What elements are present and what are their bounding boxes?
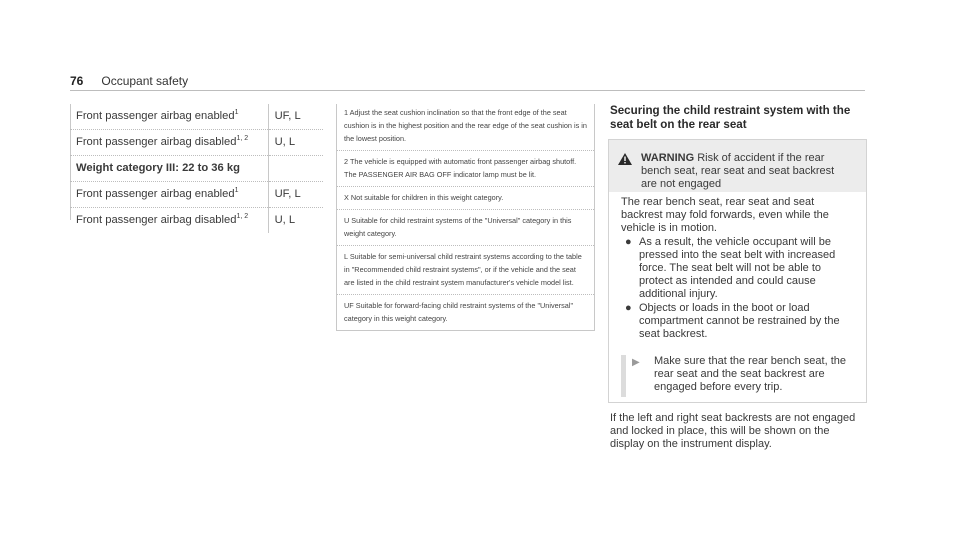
footnotes-box — [336, 104, 595, 331]
table-row — [70, 182, 323, 208]
footnote-item: UF Suitable for forward-facing child restraint systems of the "Universal" category in this weight category. — [337, 294, 594, 330]
footnote-ref: 1 — [234, 109, 239, 116]
footnote-item: 1 Adjust the seat cushion inclination so that the front edge of the seat cushion is in the highest position and the rear edge of the seat cushion is in the lowest position. — [344, 108, 587, 143]
action-step — [621, 355, 856, 397]
table-cell-label: Front passenger airbag disabled$^{1, 2}$ — [70, 130, 268, 156]
warning-triangle-icon — [618, 153, 632, 165]
list-item: ● Objects or loads in the boot or load compartment cannot be restrained by the seat backrest. — [625, 302, 840, 340]
table-row — [70, 208, 323, 234]
info-paragraph: If the left and right seat backrests are not engaged and locked in place, this will be shown on the display on the instrument display. — [610, 412, 856, 450]
table-cell-value: UF, L — [268, 104, 323, 130]
footnote-item: L Suitable for semi-universal child restraint systems according to the table in "Recommended child restraint systems", or if the vehicle and the seat are listed in the child restraint system manufacturer's vehicle model list. — [337, 245, 594, 294]
action-arrow-icon: ▶ — [632, 357, 640, 368]
list-item: ● As a result, the vehicle occupant will be pressed into the seat belt with increased force. The seat belt will not be able to protect as intended and could cause additional injury. — [625, 236, 836, 300]
warning-label: WARNING — [641, 152, 695, 164]
table-row — [70, 130, 323, 156]
footnote-ref: 1, 2 — [236, 213, 249, 220]
warning-text: Risk of accident if the rear bench seat, rear seat and seat backrest are not engaged — [641, 152, 835, 190]
page-number: 76 — [70, 74, 84, 88]
table-cell-label: Front passenger airbag enabled$^1$ — [76, 109, 239, 122]
bullet-icon: ● — [625, 236, 632, 248]
table-row — [70, 104, 323, 130]
table-cell-label: Front passenger airbag disabled$^{1, 2}$ — [70, 208, 268, 234]
table-cell-value — [268, 156, 323, 182]
bullet-icon: ● — [625, 302, 632, 314]
warning-body-text: The rear bench seat, rear seat and seat backrest may fold forwards, even while the vehicle is in motion. — [621, 196, 829, 234]
page-header — [70, 74, 188, 88]
footnote-item: U Suitable for child restraint systems of the "Universal" category in this weight category. — [337, 209, 594, 245]
page-section-title: Occupant safety — [101, 74, 189, 88]
table-cell-value: U, L — [268, 130, 323, 156]
warning-heading — [641, 152, 851, 191]
warning-bullets — [621, 236, 856, 341]
footnote-item: X Not suitable for children in this weight category. — [337, 186, 594, 209]
table-cell-value: U, L — [268, 208, 323, 234]
section-title: Securing the child restraint system with the seat belt on the rear seat — [610, 104, 851, 131]
table-row — [70, 156, 323, 182]
warning-body — [609, 192, 866, 397]
action-text: Make sure that the rear bench seat, the rear seat and the seat backrest are engaged before every trip. — [654, 355, 847, 393]
table-cell-label: Front passenger airbag enabled$^1$ — [70, 182, 268, 208]
footnote-item: 2 The vehicle is equipped with automatic front passenger airbag shutoff. The PASSENGER AIR BAG OFF indicator lamp must be lit. — [337, 150, 594, 186]
suitability-table — [70, 104, 323, 233]
footnote-ref: 1 — [234, 187, 239, 194]
table-cell-label: Weight category III: 22 to 36 kg — [70, 156, 268, 182]
action-bar — [621, 355, 626, 397]
warning-header — [609, 140, 866, 192]
warning-box — [608, 139, 867, 403]
footnote-ref: 1, 2 — [236, 135, 249, 142]
header-divider — [70, 90, 865, 91]
table-cell-value: UF, L — [268, 182, 323, 208]
